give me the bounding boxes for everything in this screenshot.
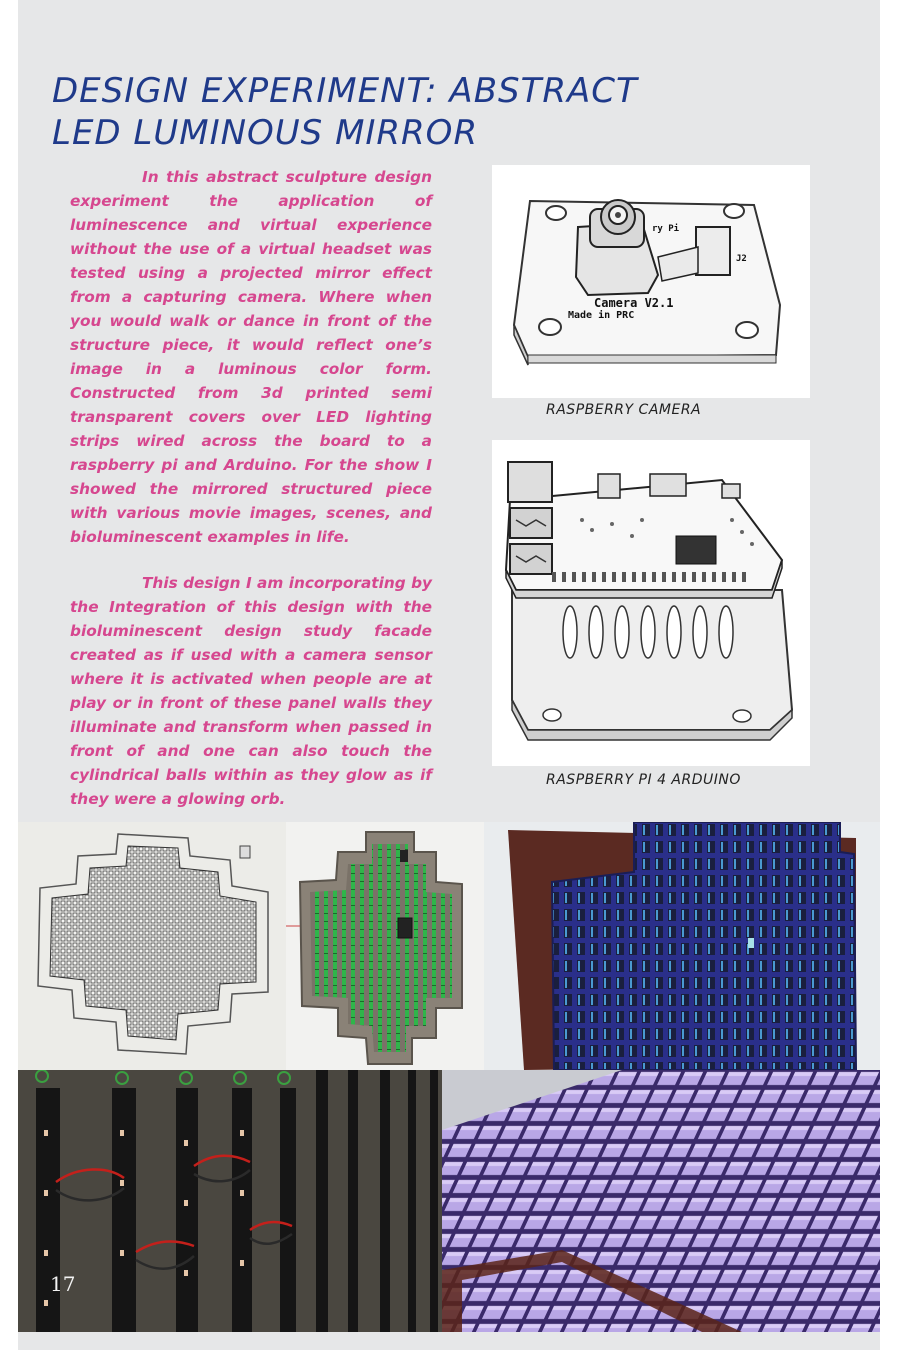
wireframe-grid-render: [18, 822, 286, 1070]
raspberry-pi-figure: [492, 440, 810, 766]
led-board-topview-render: [286, 822, 484, 1070]
purple-covers-illustration: [442, 1070, 880, 1332]
blue-led-grid-render: [484, 822, 880, 1070]
paragraph-2-text: This design I am incorporating by the Integration of this design with the bioluminescent design study facade created as if used with a camera sensor where it is activated when people are at play or in front of these panel walls they illuminate and transform when passed in front of and one can also touch the cylindrical balls within as they glow as if they were a glowing orb.: [70, 574, 432, 808]
title-line-2: LED LUMINOUS MIRROR: [52, 113, 479, 153]
body-paragraph-1: [70, 165, 432, 549]
led-board-illustration: [286, 822, 484, 1070]
led-strips-wiring-photo: [18, 1070, 442, 1332]
camera-board-brand: ry Pi: [652, 224, 680, 234]
blue-grid-illustration: [484, 822, 880, 1070]
camera-board-connector: J2: [736, 254, 747, 264]
wireframe-grid-illustration: [18, 822, 286, 1070]
page-number: 17: [50, 1272, 76, 1296]
paragraph-1-text: In this abstract sculpture design experiment the application of luminescence and virtual experience without the use of a virtual headset was tested using a projected mirror effect from a capturing camera. Where when you would walk or dance in front of the structure piece, it would reflect one’s image in a luminous color form. Constructed from 3d printed semi transparent covers over LED lighting strips wired across the board to a raspberry pi and Arduino. For the show I showed the mirrored structured piece with various movie images, scenes, and bioluminescent examples in life.: [70, 168, 432, 546]
purple-led-covers-render: [442, 1070, 880, 1332]
camera-board-origin: Made in PRC: [568, 310, 635, 321]
led-strips-illustration: [18, 1070, 442, 1332]
page-title: [52, 70, 692, 154]
raspberry-pi-illustration: [492, 440, 810, 766]
body-paragraph-2: [70, 571, 432, 811]
raspberry-camera-figure: [492, 165, 810, 398]
title-line-1: DESIGN EXPERIMENT: ABSTRACT: [52, 71, 638, 111]
raspberry-camera-illustration: [492, 165, 810, 398]
raspberry-pi-caption: RASPBERRY PI 4 ARDUINO: [546, 772, 741, 788]
raspberry-camera-caption: RASPBERRY CAMERA: [546, 402, 702, 418]
camera-board-label: Camera V2.1: [594, 296, 674, 310]
